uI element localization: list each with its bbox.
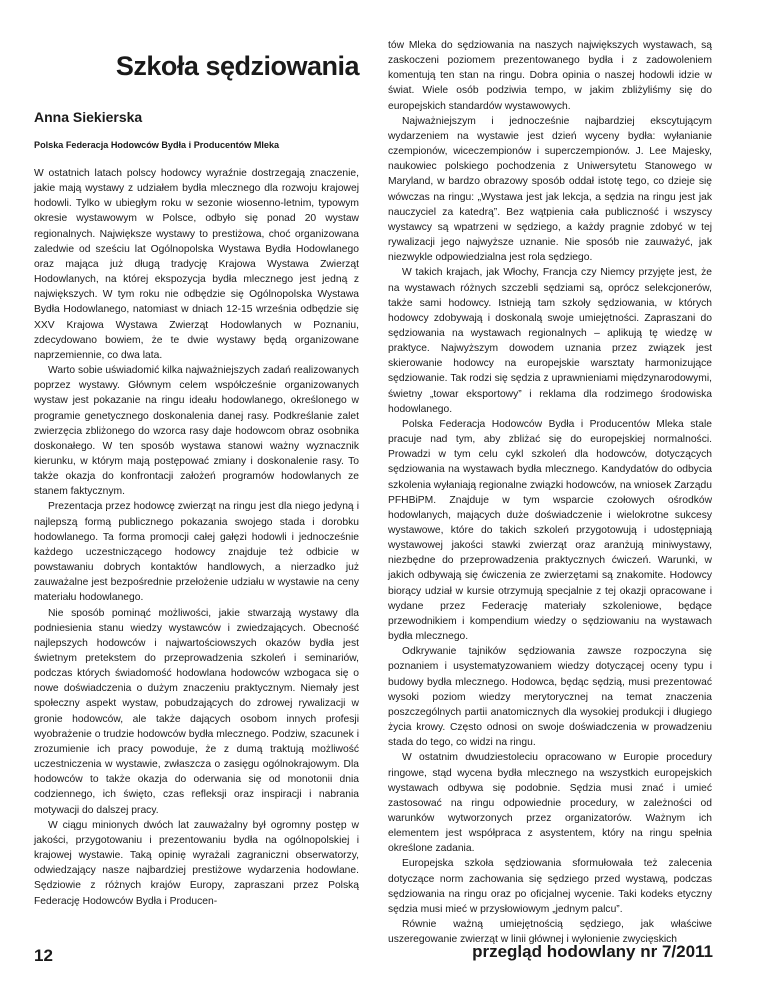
page-number: 12 (34, 946, 53, 965)
paragraph: Warto sobie uświadomić kilka najważniejszych zadań realizowanych poprzez wystawy. Głównym celem współcześnie organizowanych wystaw jest pokazanie na ringu ideału hodowlanego, określonego w programie genetycznego doskonalenia danej rasy. Podkreślanie zalet zwierzęcia zbliżonego do wzorca rasy daje hodowcom obraz osobnika doskonałego. W ten sposób wystawa stanowi ważny wyznacznik kierunku, w którym mają postępować zmiany i doskonalenie rasy. To także okazja do konfrontacji założeń programów hodowlanych ze stanem faktycznym. (34, 365, 359, 498)
paragraph: Równie ważną umiejętnością sędziego, jak właściwe uszeregowanie zwierząt w linii głównej i wyłonienie zwycięskich (388, 919, 712, 946)
paragraph: Odkrywanie tajników sędziowania zawsze rozpoczyna się poznaniem i usystematyzowaniem wiedzy dotyczącej oceny typu i budowy bydła mlecznego. Hodowca, będąc sędzią, musi prezentować wysoki poziom wiedzy merytorycznej na temat znaczenia poszczególnych partii anatomicznych dla wysokiej produkcji i długiego życia krowy. Często odnosi on swoje doświadczenia w prowadzeniu stada do tego, co widzi na ringu. (388, 646, 712, 749)
paragraph: W ostatnich latach polscy hodowcy wyraźnie dostrzegają znaczenie, jakie mają wystawy z udziałem bydła mlecznego dla rozwoju krajowej hodowli. Tylko w ubiegłym roku w sezonie wiosenno-letnim, typowym okresie wystawowym w Polsce, odbyło się ponad 20 wystaw regionalnych. Największe wystawy to prestiżowa, choć organizowana zaledwie od sześciu lat Ogólnopolska Wystawa Bydła Hodowlanego oraz mająca już długą tradycję Krajowa Wystawa Zwierząt Hodowlanych, na której ekspozycja bydła mlecznego jest jedną z największych. W tym roku nie odbędzie się Ogólnopolska Wystawa Bydła Hodowlanego, natomiast w dniach 12-15 września odbędzie się XXV Krajowa Wystawa Zwierząt Hodowlanych w Poznaniu, zdecydowano bowiem, że te dwie wystawy będą organizowane naprzemiennie, co dwa lata. (34, 168, 359, 361)
paragraph: Europejska szkoła sędziowania sformułowała też zalecenia dotyczące norm zachowania się sędziego przed wystawą, podczas sędziowania na ringu oraz po oficjalnej wycenie. Taki kodeks etyczny sędzia musi mieć w przysłowiowym „jednym palcu”. (388, 858, 712, 915)
author-affiliation: Polska Federacja Hodowców Bydła i Producentów Mleka (34, 140, 280, 150)
journal-footer: przegląd hodowlany nr 7/2011 (472, 942, 713, 961)
paragraph: Najważniejszym i jednocześnie najbardziej ekscytującym wydarzeniem na wystawie jest dzień wyceny bydła: wyłanianie czempionów, wiceczempionów i superczempionów. J. Lee Majesky, naukowiec polskiego pochodzenia z Uniwersytetu Stanowego w Maryland, w bardzo obrazowy sposób oddał istotę tego, co dzieje się wówczas na ringu: „Wystawa jest jak lekcja, a sędzia na ringu jest jak nauczyciel za katedrą”. Bez wątpienia cała publiczność i wszyscy wystawcy są wpatrzeni w sędziego, a każdy pragnie zdobyć w tej rywalizacji jego najwyższe uznanie. Nie sposób nie zauważyć, jak niezwykle odpowiedzialna jest rola sędziego. (388, 115, 712, 264)
article-title: Szkoła sędziowania (115, 51, 359, 81)
paragraph: Polska Federacja Hodowców Bydła i Producentów Mleka stale pracuje nad tym, aby zbliżać się do europejskiej normalności. Prowadzi w tym celu cykl szkoleń dla hodowców, dotyczących sędziowania na wystawach bydła mlecznego. Kandydatów do odbycia szkolenia wyłaniają regionalne związki hodowców, na wniosek Zarządu PFHBiPM. Znajduje w tym wsparcie czołowych ośrodków hodowlanych, mających duże doświadczenie i wielokrotne sukcesy wystawowe, które do takich szkoleń przygotowują i udostępniają wystawowej jakości stawki zwierząt oraz aranżują miniwystawy, niezbędne do przeprowadzenia praktycznych ćwiczeń. Warunki, w jakich odbywają się ćwiczenia ze zwierzętami są znakomite. Hodowcy biorący udział w kursie otrzymują specjalnie z tej okazji opracowane i wydane przez Federację materiały szkoleniowe, będące przewodnikiem i kompendium wiedzy o sędziowaniu na wystawach bydła mlecznego. (388, 418, 712, 643)
paragraph: W ciągu minionych dwóch lat zauważalny był ogromny postęp w jakości, przygotowaniu i prezentowaniu bydła na ogólnopolskiej i krajowej wystawie. Taką opinię wyrażali zagraniczni obserwatorzy, odwiedzający nasze najbardziej prestiżowe wydarzenia hodowlane. Sędziowie z różnych krajów Europy, zapraszani przez Polską Federację Hodowców Bydła i Producen- (34, 819, 359, 907)
paragraph: Nie sposób pominąć możliwości, jakie stwarzają wystawy dla podniesienia stanu wiedzy wystawców i zwiedzających. Obecność najlepszych hodowców i najwartościowszych okazów bydła jest świetnym pretekstem do przeprowadzenia szkoleń i seminariów, podczas których świadomość hodowlana hodowców wzbogaca się o nowe doświadczenia o dużym znaczeniu praktycznym. Niemały jest społeczny aspekt wystaw, pobudzających do zdrowej rywalizacji w gronie hodowców, ale także dających osobom innych profesji wyobrażenie o trudzie hodowców bydła mlecznego. Podziw, szacunek i zrozumienie ich pracy powoduje, że z dumą traktują możliwość uczestniczenia w wystawie, zwłaszcza o zasięgu ogólnokrajowym. Dla hodowców to także okazja do oderwania się od monotonii dnia codziennego, ich święto, czas refleksji oraz inspiracji i nabrania motywacji do dalszej pracy. (34, 607, 359, 816)
paragraph: Prezentacja przez hodowcę zwierząt na ringu jest dla niego jedyną i najlepszą formą publicznego pokazania swojego stada i dorobku hodowlanego. Ta forma promocji całej gałęzi hodowli i jednocześnie każdego uczestniczącego hodowcy znajduje też odbicie w powstawaniu dobrych kontaktów handlowych, a nierzadko już zauważalne jest bezpośrednie przełożenie udziału w wystawie na ceny materiału hodowlanego. (34, 501, 359, 604)
left-column (34, 0, 359, 909)
paragraph: tów Mleka do sędziowania na naszych największych wystawach, są zaskoczeni poziomem prezentowanego bydła i z zadowoleniem komentują ten stan na ringu. Dobra opinia o naszej hodowli idzie w świat. Wiele osób podziwia tempo, w jakim zbliżyliśmy się do europejskich standardów wystawowych. (388, 40, 712, 112)
left-column-body (34, 166, 359, 909)
paragraph: W ostatnim dwudziestoleciu opracowano w Europie procedury ringowe, stąd wycena bydła mlecznego na wszystkich europejskich wystawach odbywa się podobnie. Sędzia musi znać i umieć zastosować na ringu odpowiednie procedury, w zależności od warunków wytworzonych przez organizatorów. Ważnym ich elementem jest współpraca z asystentem, który na ringu spełnia określone zadania. (388, 752, 712, 855)
article-author: Anna Siekierska (34, 109, 143, 125)
paragraph: W takich krajach, jak Włochy, Francja czy Niemcy przyjęte jest, że na wystawach różnych szczebli sędziami są, oprócz selekcjonerów, także sami hodowcy. Istnieją tam szkoły sędziowania, w których hodowcy zdobywają i doskonalą swoje umiejętności. Zapraszani do sędziowania na wystawach regionalnych – aplikują tę wiedzę w praktyce. Najwyższym dowodem uznania przez związek jest skierowanie hodowcy na europejskie warsztaty harmonizujące sędziowanie. Tak rodzi się sędzia z uprawnieniami międzynarodowymi, świetny „towar eksportowy” i reklama dla rodzimego środowiska hodowlanego. (388, 267, 712, 415)
right-column (388, 38, 712, 947)
